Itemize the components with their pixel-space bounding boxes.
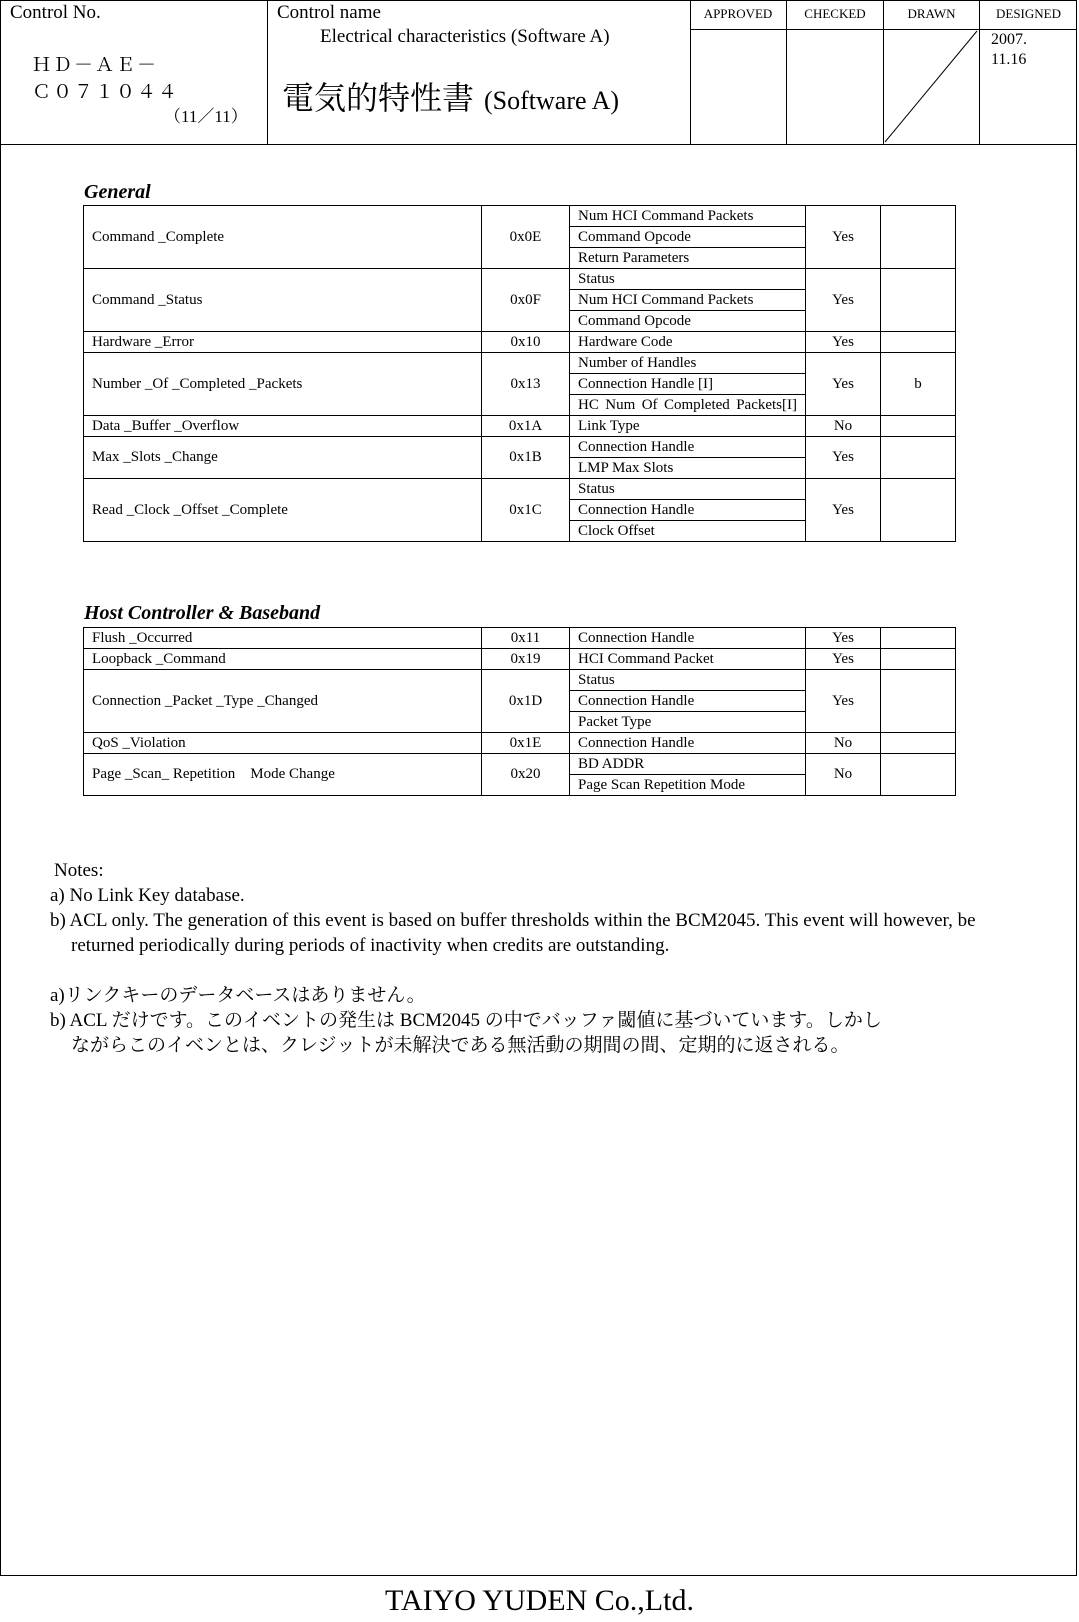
note-a-en: a) No Link Key database. [50,885,245,906]
document-title-jp [282,73,619,119]
table-row [84,416,956,437]
event-note [881,754,956,796]
event-parameter: Status [570,269,806,290]
event-name: Data _Buffer _Overflow [84,416,482,437]
table-row [84,353,956,374]
event-code: 0x1C [482,479,570,542]
event-parameter: Page Scan Repetition Mode [570,775,806,796]
event-code: 0x1E [482,733,570,754]
event-parameter: Hardware Code [570,332,806,353]
event-name: Command _Complete [84,206,482,269]
event-name: Connection _Packet _Type _Changed [84,670,482,733]
event-note [881,416,956,437]
event-code: 0x1B [482,437,570,479]
event-parameter: LMP Max Slots [570,458,806,479]
event-parameter: Connection Handle [570,691,806,712]
document-title-jp-suffix: (Software A) [484,86,620,115]
event-code: 0x10 [482,332,570,353]
event-name: Number _Of _Completed _Packets [84,353,482,416]
event-parameter: Link Type [570,416,806,437]
event-supported: Yes [806,269,881,332]
control-no-line1: ＨＤ－ＡＥ－ [32,55,159,76]
event-name: Max _Slots _Change [84,437,482,479]
company-footer: TAIYO YUDEN Co.,Ltd. [385,1584,694,1617]
designed-date-line1: 2007. [991,31,1027,48]
general-events-table [83,205,956,542]
event-parameter: Status [570,670,806,691]
event-supported: No [806,733,881,754]
table-row [84,332,956,353]
table-row [84,649,956,670]
event-parameter: Connection Handle [570,733,806,754]
event-code: 0x19 [482,649,570,670]
event-code: 0x0E [482,206,570,269]
note-b-en-2: returned periodically during periods of inactivity when credits are outstanding. [71,935,670,956]
checked-label: CHECKED [804,6,866,21]
note-a-jp: a)リンクキーのデータベースはありません。 [50,985,426,1006]
event-supported: Yes [806,649,881,670]
title-block [0,0,1077,145]
page-number: （11／11） [164,107,248,126]
event-name: Flush _Occurred [84,628,482,649]
designed-date-line2: 11.16 [991,51,1027,68]
designed-label: DESIGNED [996,6,1061,21]
event-name: Hardware _Error [84,332,482,353]
event-note [881,733,956,754]
event-parameter: Packet Type [570,712,806,733]
event-note [881,332,956,353]
event-note [881,670,956,733]
event-parameter: Command Opcode [570,311,806,332]
event-note: b [881,353,956,416]
event-parameter: Connection Handle [570,437,806,458]
event-note [881,437,956,479]
document-title-jp-text: 電気的特性書 [282,80,475,116]
event-supported: Yes [806,332,881,353]
event-code: 0x1D [482,670,570,733]
event-code: 0x13 [482,353,570,416]
table-row [84,206,956,227]
event-name: Command _Status [84,269,482,332]
control-no-line2: Ｃ０７１０４４ [32,82,180,103]
event-parameter: Number of Handles [570,353,806,374]
event-note [881,479,956,542]
event-parameter: Command Opcode [570,227,806,248]
event-parameter: Status [570,479,806,500]
table-row [84,628,956,649]
notes [50,858,976,1058]
table-row [84,437,956,458]
event-parameter: Connection Handle [I] [570,374,806,395]
event-note [881,269,956,332]
note-b-jp-2: ながらこのイベンとは、クレジットが未解決である無活動の期間の間、定期的に返される。 [71,1035,850,1056]
control-name-label: Control name [277,2,381,23]
event-supported: Yes [806,479,881,542]
event-supported: Yes [806,353,881,416]
table-row [84,479,956,500]
general-section-title: General [84,181,151,203]
event-parameter: Connection Handle [570,500,806,521]
table-row [84,269,956,290]
event-supported: Yes [806,628,881,649]
event-supported: Yes [806,670,881,733]
document-title-en: Electrical characteristics (Software A) [320,26,610,47]
event-note [881,649,956,670]
notes-heading: Notes: [54,860,104,881]
event-parameter: Clock Offset [570,521,806,542]
hcb-section-title: Host Controller & Baseband [84,602,321,624]
event-code: 0x0F [482,269,570,332]
drawn-label: DRAWN [907,6,956,21]
approved-label: APPROVED [703,6,773,21]
event-parameter: Num HCI Command Packets [570,290,806,311]
table-row [84,754,956,775]
drawn-slash [883,29,979,144]
note-b-jp-1: b) ACL だけです。このイベントの発生は BCM2045 の中でバッファ閾値に基づいています。しかし [50,1010,882,1031]
event-note [881,628,956,649]
hcb-events-table [83,627,956,796]
note-b-en-1: b) ACL only. The generation of this event is based on buffer thresholds within the BCM2045. This event will however, be [50,910,976,931]
table-row [84,733,956,754]
event-supported: Yes [806,206,881,269]
event-parameter: Connection Handle [570,628,806,649]
event-name: Read _Clock _Offset _Complete [84,479,482,542]
event-parameter: Num HCI Command Packets [570,206,806,227]
event-name: Loopback _Command [84,649,482,670]
event-parameter: HC Num Of Completed Packets[I] [570,395,806,416]
event-note [881,206,956,269]
event-parameter: Return Parameters [570,248,806,269]
event-supported: No [806,754,881,796]
event-name: QoS _Violation [84,733,482,754]
event-supported: No [806,416,881,437]
event-code: 0x1A [482,416,570,437]
event-code: 0x20 [482,754,570,796]
table-row [84,670,956,691]
event-supported: Yes [806,437,881,479]
event-parameter: HCI Command Packet [570,649,806,670]
control-no-label: Control No. [10,2,101,23]
event-parameter: BD ADDR [570,754,806,775]
event-name: Page _Scan_ Repetition Mode Change [84,754,482,796]
event-code: 0x11 [482,628,570,649]
